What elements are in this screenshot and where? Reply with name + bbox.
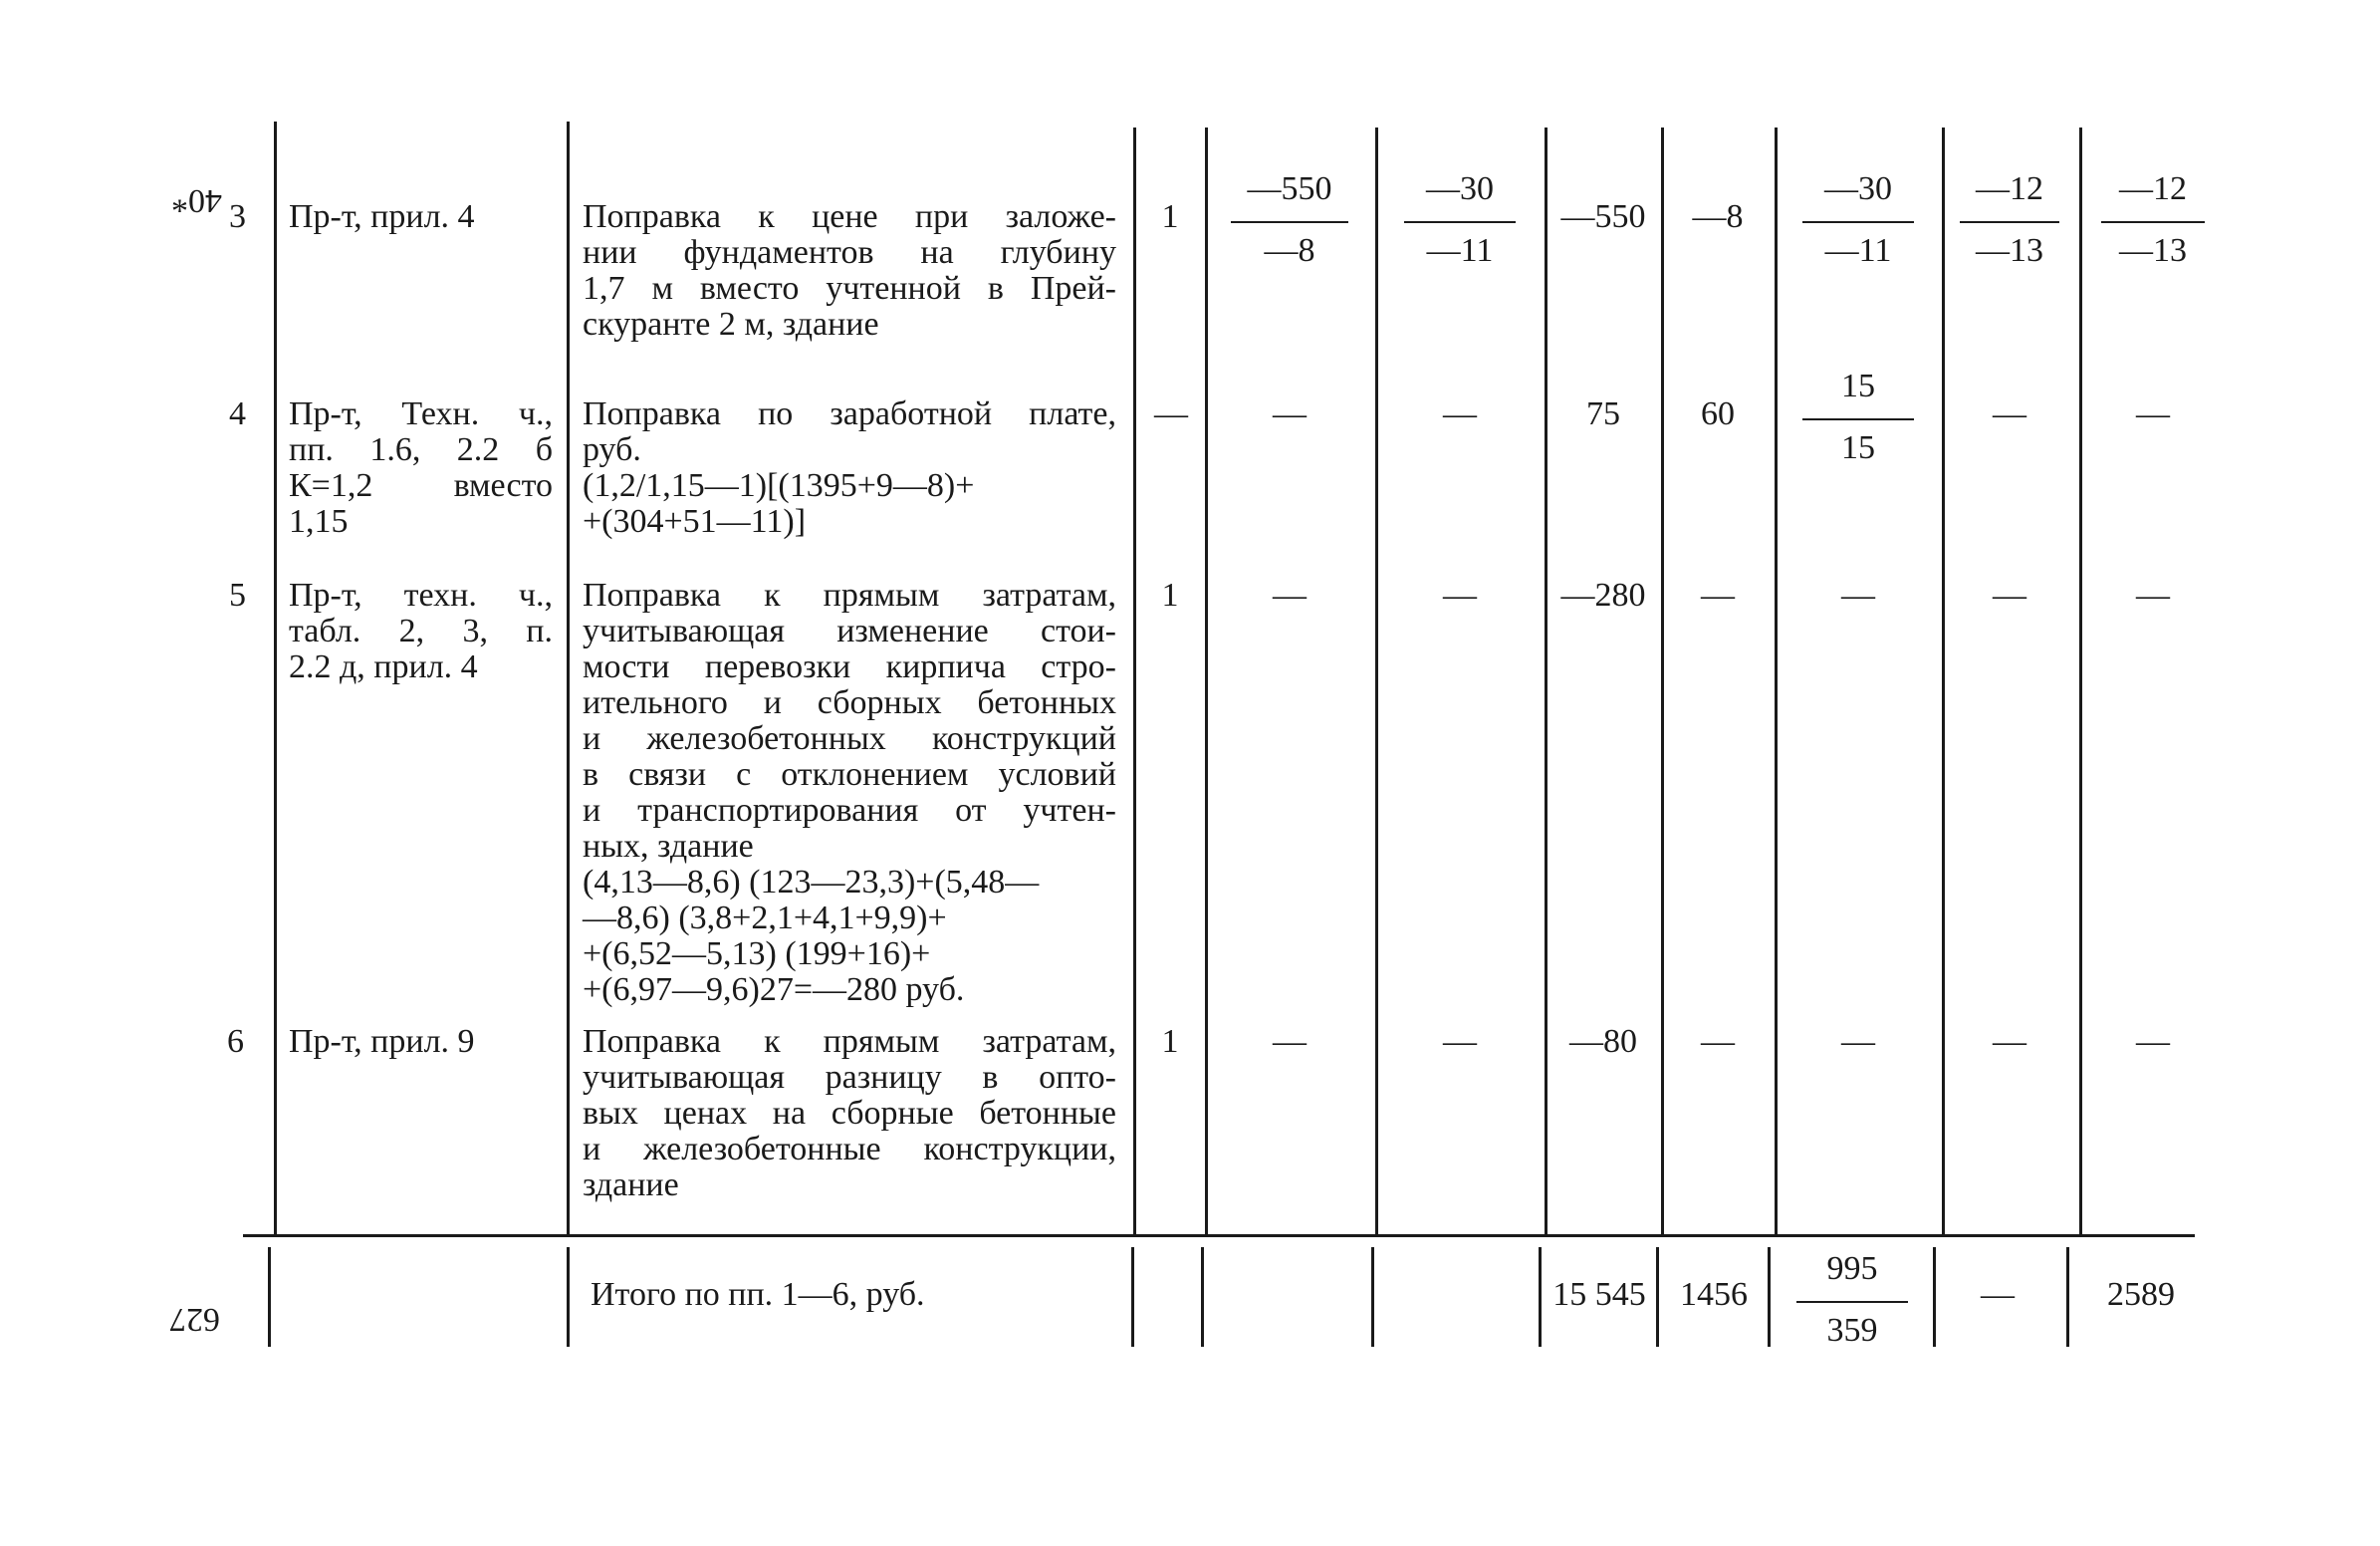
description-line: (4,13—8,6) (123—23,3)+(5,48— (583, 864, 1040, 901)
fraction-bar (2101, 221, 2205, 223)
column-rule (1933, 1247, 1936, 1347)
description-line: +(6,97—9,6)27=—280 руб. (583, 971, 965, 1008)
fraction-top: —12 (1976, 170, 2043, 207)
description-line: —8,6) (3,8+2,1+4,1+9,9)+ (583, 900, 947, 936)
fraction-bottom: —11 (1426, 232, 1494, 269)
description-line: +(6,52—5,13) (199+16)+ (583, 935, 931, 972)
fraction-top: —12 (2119, 170, 2187, 207)
description-line: и транспортирования от учтен- (583, 792, 1116, 829)
row-number: 3 (229, 198, 246, 235)
description-line: Поправка к цене при заложе- (583, 198, 1116, 235)
source-line: Пр-т, прил. 4 (289, 198, 475, 235)
description-line: учитывающая изменение стои- (583, 613, 1116, 649)
description-line: Поправка по заработной плате, (583, 395, 1116, 432)
fraction-bottom: —8 (1264, 232, 1315, 269)
row-description (583, 1024, 1116, 1203)
value-cell: — (1701, 577, 1735, 614)
value-cell: — (1701, 1023, 1735, 1060)
column-rule (1545, 128, 1547, 1237)
value-cell: — (1841, 1023, 1875, 1060)
column-rule (2079, 128, 2082, 1237)
value-cell: —280 (1560, 577, 1646, 614)
fraction-bottom: —11 (1824, 232, 1892, 269)
column-rule (567, 122, 570, 1237)
source-line: Пр-т, прил. 9 (289, 1023, 475, 1060)
description-line: 1,7 м вместо учтенной в Прей- (583, 270, 1116, 307)
column-rule (1942, 128, 1945, 1237)
description-line: здание (583, 1166, 679, 1203)
row-description (583, 396, 1116, 540)
fraction-cell (1802, 171, 1914, 269)
fraction-top: —30 (1824, 170, 1892, 207)
column-rule (1201, 1247, 1204, 1347)
column-rule (1775, 128, 1778, 1237)
total-label: Итого по пп. 1—6, руб. (591, 1276, 925, 1313)
total-value: 2589 (2107, 1276, 2175, 1313)
description-line: в связи с отклонением условий (583, 756, 1116, 793)
value-cell: —80 (1569, 1023, 1637, 1060)
description-line: нии фундаментов на глубину (583, 234, 1116, 271)
description-line: и железобетонных конструкций (583, 720, 1116, 757)
fraction-bottom: —13 (1976, 232, 2043, 269)
row-source (289, 199, 553, 235)
qty-cell: 1 (1161, 577, 1179, 614)
source-line: 1,15 (289, 503, 349, 540)
fraction-bar (1802, 418, 1914, 420)
value-cell: — (1443, 1023, 1477, 1060)
value-cell: — (1841, 577, 1875, 614)
value-cell: 75 (1586, 395, 1620, 432)
margin-page-mark: 40* (171, 182, 222, 219)
value-cell: — (1993, 577, 2026, 614)
fraction-cell (1404, 171, 1516, 269)
total-value: 1456 (1680, 1276, 1748, 1313)
value-cell: 60 (1701, 395, 1735, 432)
value-cell: — (2136, 395, 2170, 432)
value-cell: — (1443, 395, 1477, 432)
column-rule (1205, 128, 1208, 1237)
value-cell: — (1993, 1023, 2026, 1060)
source-line: К=1,2 вместо (289, 467, 553, 504)
column-rule (1656, 1247, 1659, 1347)
value-cell: — (1273, 577, 1307, 614)
total-fraction (1796, 1251, 1908, 1349)
column-rule (567, 1247, 570, 1347)
total-value: 15 545 (1552, 1276, 1646, 1313)
value-cell: — (1273, 395, 1307, 432)
qty-cell: 1 (1161, 1023, 1179, 1060)
qty-cell: — (1154, 395, 1188, 432)
margin-page-number: 627 (169, 1301, 220, 1338)
fraction-top: 995 (1826, 1250, 1878, 1287)
fraction-bottom: —13 (2119, 232, 2187, 269)
fraction-bottom: 15 (1841, 429, 1875, 466)
description-line: Поправка к прямым затратам, (583, 577, 1116, 614)
fraction-bar (1231, 221, 1348, 223)
row-number: 6 (227, 1023, 244, 1060)
fraction-top: 15 (1841, 368, 1875, 404)
description-line: ных, здание (583, 828, 754, 865)
source-line: Пр-т, техн. ч., (289, 577, 553, 614)
fraction-top: —550 (1247, 170, 1332, 207)
column-rule (1768, 1247, 1771, 1347)
description-line: и железобетонные конструкции, (583, 1131, 1116, 1167)
fraction-bar (1960, 221, 2059, 223)
source-line: 2.2 д, прил. 4 (289, 648, 478, 685)
row-number: 5 (229, 577, 246, 614)
column-rule (274, 122, 277, 1237)
value-cell: — (2136, 1023, 2170, 1060)
fraction-bar (1802, 221, 1914, 223)
source-line: пп. 1.6, 2.2 б (289, 431, 553, 468)
row-description (583, 199, 1116, 343)
description-line: (1,2/1,15—1)[(1395+9—8)+ (583, 467, 975, 504)
column-rule (1131, 1247, 1134, 1347)
description-line: Поправка к прямым затратам, (583, 1023, 1116, 1060)
fraction-bottom: 359 (1826, 1312, 1878, 1349)
value-cell: —8 (1692, 198, 1744, 235)
fraction-bar (1404, 221, 1516, 223)
column-rule (1539, 1247, 1542, 1347)
description-line: учитывающая разницу в опто- (583, 1059, 1116, 1096)
value-cell: —550 (1560, 198, 1646, 235)
row-number: 4 (229, 395, 246, 432)
column-rule (1661, 128, 1664, 1237)
row-source (289, 578, 553, 685)
value-cell: — (2136, 577, 2170, 614)
value-cell: — (1993, 395, 2026, 432)
column-rule (1371, 1247, 1374, 1347)
row-description (583, 578, 1116, 1008)
description-line: мости перевозки кирпича стро- (583, 648, 1116, 685)
row-source (289, 396, 553, 540)
fraction-cell (1231, 171, 1348, 269)
source-line: Пр-т, Техн. ч., (289, 395, 553, 432)
fraction-top: —30 (1426, 170, 1494, 207)
description-line: ительного и сборных бетонных (583, 684, 1116, 721)
column-rule (268, 1247, 271, 1347)
column-rule (1375, 128, 1378, 1237)
value-cell: — (1443, 577, 1477, 614)
column-rule (1133, 128, 1136, 1237)
fraction-cell (1960, 171, 2059, 269)
description-line: +(304+51—11)] (583, 503, 807, 540)
qty-cell: 1 (1161, 198, 1179, 235)
total-value: — (1981, 1276, 2015, 1313)
value-cell: — (1273, 1023, 1307, 1060)
description-line: скуранте 2 м, здание (583, 306, 879, 343)
fraction-bar (1796, 1301, 1908, 1303)
fraction-cell (2101, 171, 2205, 269)
total-separator (243, 1234, 2195, 1237)
row-source (289, 1024, 553, 1060)
description-line: руб. (583, 431, 641, 468)
column-rule (2066, 1247, 2069, 1347)
source-line: табл. 2, 3, п. (289, 613, 553, 649)
fraction-cell (1802, 369, 1914, 466)
description-line: вых ценах на сборные бетонные (583, 1095, 1116, 1132)
